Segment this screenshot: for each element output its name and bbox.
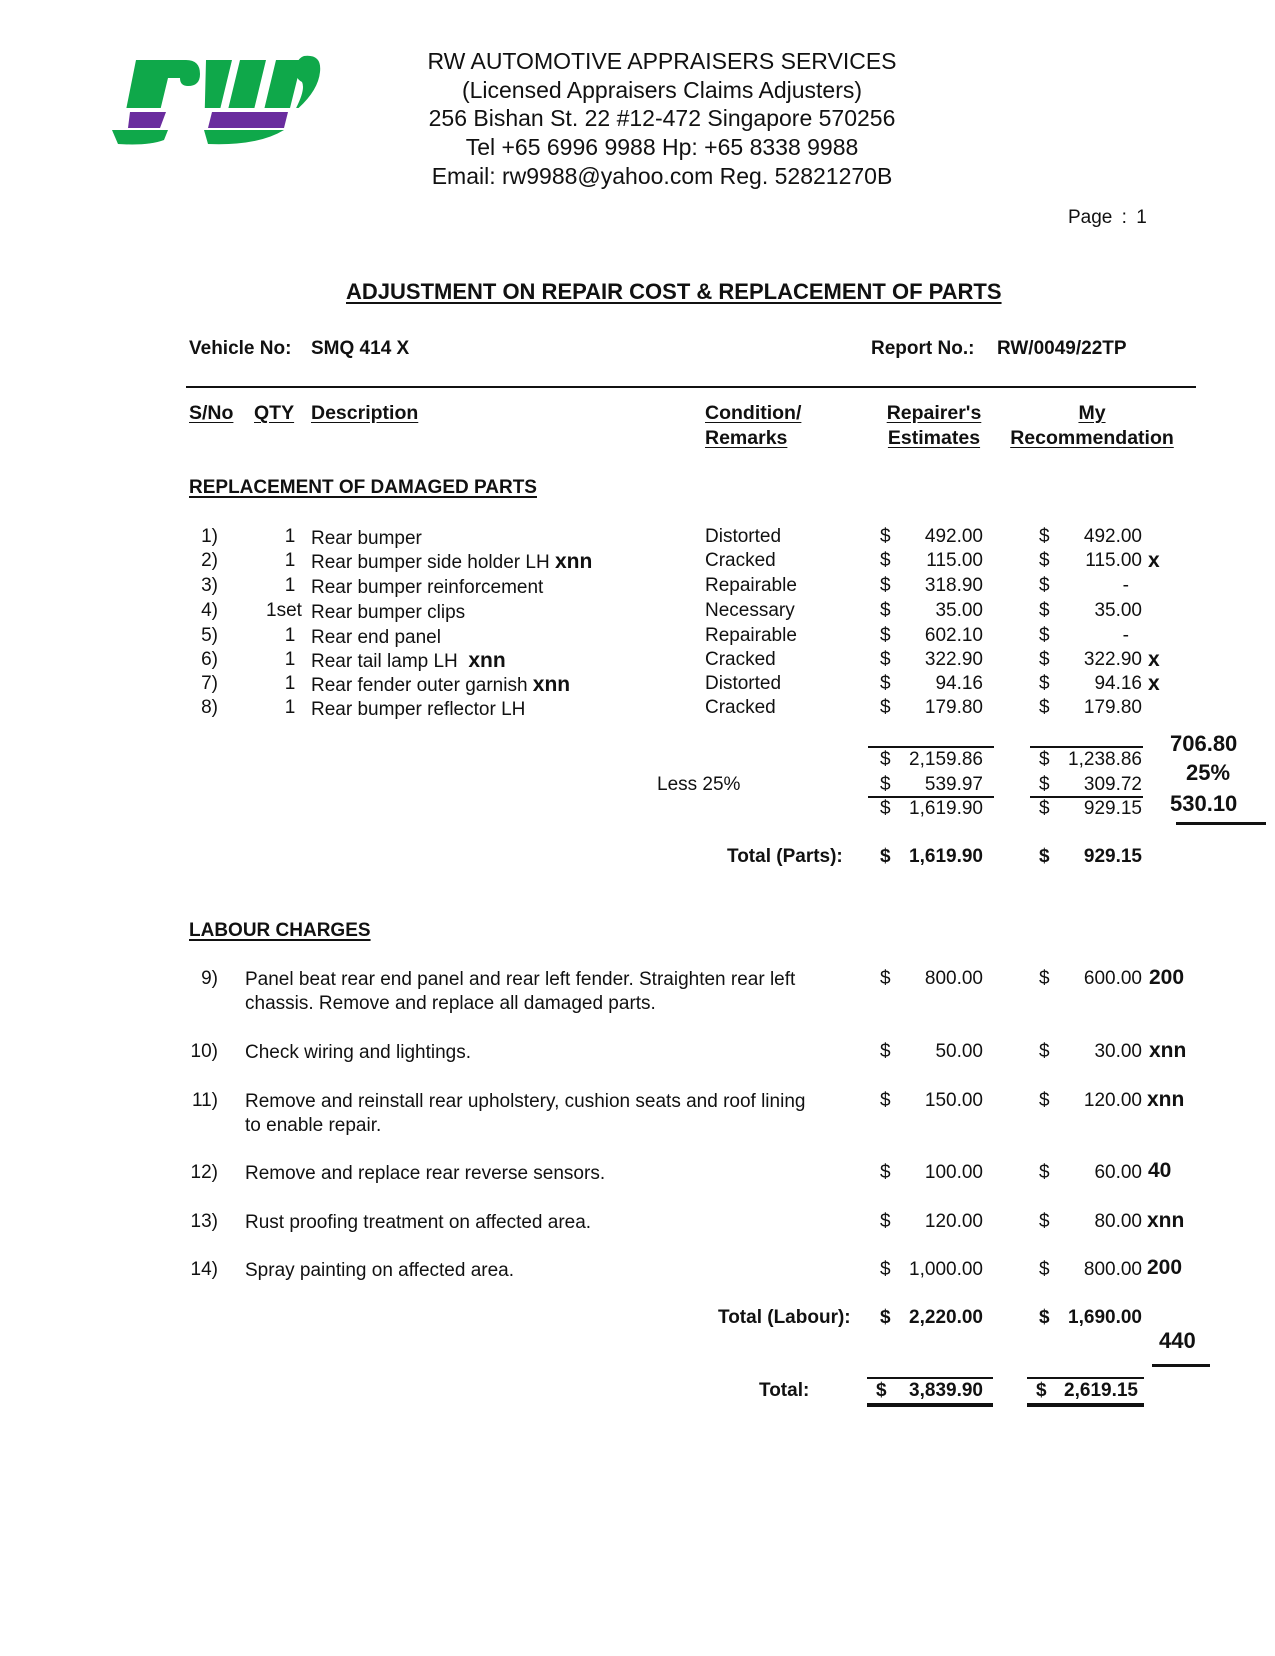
- row-recommendation: 30.00: [1094, 1041, 1142, 1062]
- row-est-currency: $: [880, 1090, 891, 1111]
- page-label: Page: [1068, 207, 1113, 228]
- row-estimate: 1,000.00: [909, 1259, 983, 1280]
- total-labour-label: Total (Labour):: [718, 1307, 851, 1328]
- row-est-currency: $: [880, 1162, 891, 1183]
- row-desc: [245, 1162, 605, 1186]
- page-number: 1: [1136, 207, 1147, 228]
- row-desc-line1: Rust proofing treatment on affected area.: [245, 1212, 592, 1233]
- company-email: Email: rw9988@yahoo.com Reg. 52821270B: [431, 163, 893, 189]
- table-row: [0, 600, 1275, 624]
- row-sno: 7): [201, 673, 218, 694]
- company-address: 256 Bishan St. 22 #12-472 Singapore 570256: [428, 105, 896, 131]
- col-estimates: [884, 401, 984, 451]
- subtotal-line-rec: [1030, 746, 1143, 748]
- col-description: Description: [311, 402, 419, 424]
- row-condition: Cracked: [705, 550, 776, 571]
- row-sno: 6): [201, 649, 218, 670]
- total-labour-rec-currency: $: [1039, 1307, 1050, 1328]
- labour-row: [0, 968, 1275, 1018]
- subtotal-estimate: 2,159.86: [909, 749, 983, 770]
- row-rec-currency: $: [1039, 575, 1050, 596]
- row-desc: [311, 600, 465, 624]
- row-recommendation: 60.00: [1094, 1162, 1142, 1183]
- labour-row: [0, 1159, 1275, 1188]
- header-divider: [186, 386, 1196, 388]
- total-labour-recommendation: 1,690.00: [1068, 1307, 1142, 1328]
- row-desc: [311, 673, 570, 697]
- row-desc-text: Rear bumper clips: [311, 602, 466, 623]
- side-note-amount: 706.80: [1170, 731, 1238, 756]
- row-mark: xnn: [1147, 1209, 1185, 1232]
- row-recommendation: 492.00: [1083, 526, 1142, 547]
- row-est-currency: $: [880, 673, 891, 694]
- row-estimate: 50.00: [935, 1041, 983, 1062]
- row-recommendation: 94.16: [1094, 673, 1142, 694]
- row-sno: 2): [201, 550, 218, 571]
- total-parts-label: Total (Parts):: [727, 846, 843, 867]
- row-est-currency: $: [880, 550, 891, 571]
- row-desc: [245, 968, 795, 1016]
- total-parts-rec-currency: $: [1039, 846, 1050, 867]
- grand-total-recommendation: 2,619.15: [1064, 1380, 1138, 1401]
- row-sno: 1): [201, 526, 218, 547]
- rw-logo-icon: [108, 48, 328, 148]
- row-mark: x: [1148, 549, 1160, 572]
- less-discount-label: Less 25%: [657, 774, 741, 795]
- row-recommendation: 120.00: [1083, 1090, 1142, 1111]
- row-desc: [245, 1211, 591, 1235]
- row-desc-text: Rear bumper reflector LH: [311, 699, 526, 720]
- row-sno: 5): [201, 625, 218, 646]
- less-est-currency: $: [880, 774, 891, 795]
- row-sno: 11): [191, 1090, 218, 1111]
- col-recommend-line2: Recommendation: [1010, 427, 1174, 449]
- subtotal-recommendation: 1,238.86: [1068, 749, 1142, 770]
- row-sno: 3): [201, 575, 218, 596]
- labour-row: [0, 1090, 1275, 1140]
- row-qty: 1: [284, 697, 296, 718]
- grand-total-rec-currency: $: [1036, 1380, 1047, 1401]
- row-qty: 1: [284, 526, 296, 547]
- total-parts-recommendation: 929.15: [1083, 846, 1142, 867]
- less-recommendation: 309.72: [1083, 774, 1142, 795]
- row-desc: [311, 697, 525, 721]
- row-sno: 12): [190, 1162, 218, 1183]
- row-desc-text: Rear end panel: [311, 627, 441, 648]
- table-row: [0, 550, 1275, 574]
- row-estimate: 492.00: [924, 526, 983, 547]
- net-rec-currency: $: [1039, 798, 1050, 819]
- row-condition: Distorted: [705, 673, 782, 694]
- company-phone: Tel +65 6996 9988 Hp: +65 8338 9988: [465, 134, 859, 160]
- row-sno: 8): [201, 697, 218, 718]
- row-condition: Distorted: [705, 526, 782, 547]
- row-desc-text: Rear bumper: [311, 528, 422, 549]
- row-estimate: 322.90: [924, 649, 983, 670]
- row-est-currency: $: [880, 600, 891, 621]
- row-rec-currency: $: [1039, 697, 1050, 718]
- row-recommendation: 800.00: [1083, 1259, 1142, 1280]
- row-desc-line1: Check wiring and lightings.: [245, 1042, 472, 1063]
- labour-row: [0, 1211, 1275, 1237]
- grand-total-topline-est: [867, 1377, 993, 1379]
- grand-total-topline-rec: [1027, 1377, 1144, 1379]
- col-estimates-line2: Estimates: [887, 427, 981, 449]
- row-estimate: 115.00: [926, 550, 983, 571]
- row-condition: Necessary: [705, 600, 795, 621]
- row-rec-currency: $: [1039, 673, 1050, 694]
- row-rec-currency: $: [1039, 1041, 1050, 1062]
- col-recommendation: [1008, 401, 1176, 451]
- row-rec-currency: $: [1039, 625, 1050, 646]
- row-condition: Repairable: [705, 575, 797, 596]
- table-row: [0, 673, 1275, 697]
- row-rec-currency: $: [1039, 526, 1050, 547]
- row-est-currency: $: [880, 526, 891, 547]
- page-indicator: [1068, 207, 1147, 229]
- company-logo: [108, 48, 328, 148]
- row-condition: Repairable: [705, 625, 797, 646]
- row-mark: 40: [1148, 1159, 1172, 1182]
- row-desc-text: Rear fender outer garnish: [311, 675, 528, 696]
- table-row: [0, 649, 1275, 673]
- row-note: xnn: [468, 649, 506, 672]
- row-condition: Cracked: [705, 649, 776, 670]
- grand-total-label: Total:: [759, 1380, 810, 1401]
- row-desc: [245, 1259, 514, 1283]
- row-desc-text: Rear tail lamp LH: [311, 651, 458, 672]
- row-qty: 1set: [266, 600, 302, 621]
- row-note: xnn: [554, 550, 593, 573]
- row-recommendation: 80.00: [1094, 1211, 1142, 1232]
- row-recommendation: 115.00: [1085, 550, 1142, 571]
- net-est-currency: $: [880, 798, 891, 819]
- row-sno: 9): [201, 968, 218, 989]
- vehicle-label: Vehicle No:: [189, 338, 292, 359]
- row-est-currency: $: [880, 649, 891, 670]
- row-estimate: 602.10: [924, 625, 983, 646]
- grand-total-estimate: 3,839.90: [909, 1380, 983, 1401]
- subtotal-est-currency: $: [880, 749, 891, 770]
- row-recommendation: 322.90: [1083, 649, 1142, 670]
- report-number: RW/0049/22TP: [997, 338, 1127, 359]
- row-desc: [245, 1041, 471, 1065]
- row-est-currency: $: [880, 968, 891, 989]
- total-parts-est-currency: $: [880, 846, 891, 867]
- row-mark: xnn: [1147, 1088, 1185, 1111]
- report-label: Report No.:: [871, 338, 975, 359]
- row-note: xnn: [532, 673, 571, 696]
- labour-side-note-underline: [1152, 1364, 1210, 1367]
- row-mark: 200: [1149, 966, 1185, 989]
- side-note-percent: 25%: [1186, 760, 1231, 785]
- row-mark: xnn: [1149, 1039, 1187, 1062]
- row-qty: 1: [284, 649, 296, 670]
- net-estimate: 1,619.90: [909, 798, 983, 819]
- row-desc: [311, 526, 422, 550]
- row-est-currency: $: [880, 625, 891, 646]
- col-estimates-line1: Repairer's: [886, 402, 982, 424]
- row-sno: 4): [201, 600, 218, 621]
- row-rec-currency: $: [1039, 1090, 1050, 1111]
- row-rec-currency: $: [1039, 1259, 1050, 1280]
- row-estimate: 100.00: [924, 1162, 983, 1183]
- row-rec-currency: $: [1039, 968, 1050, 989]
- row-rec-currency: $: [1039, 1211, 1050, 1232]
- row-mark: 200: [1147, 1256, 1183, 1279]
- page-title: ADJUSTMENT ON REPAIR COST & REPLACEMENT OF PARTS: [346, 279, 1002, 304]
- subtotal-line-est: [868, 746, 994, 748]
- row-est-currency: $: [880, 575, 891, 596]
- row-desc: [311, 649, 506, 673]
- row-recommendation: -: [1122, 625, 1129, 646]
- row-rec-currency: $: [1039, 1162, 1050, 1183]
- row-qty: 1: [284, 575, 296, 596]
- row-desc-text: Rear bumper reinforcement: [311, 577, 544, 598]
- company-subtitle: (Licensed Appraisers Claims Adjusters): [461, 77, 863, 103]
- row-recommendation: 179.80: [1083, 697, 1142, 718]
- vehicle-number: SMQ 414 X: [311, 338, 410, 359]
- labour-row: [0, 1256, 1275, 1285]
- row-estimate: 120.00: [924, 1211, 983, 1232]
- row-desc-line1: Panel beat rear end panel and rear left fender. Straighten rear left: [245, 969, 796, 990]
- row-est-currency: $: [880, 1041, 891, 1062]
- grand-total-underline-est: [867, 1403, 993, 1407]
- parts-heading: REPLACEMENT OF DAMAGED PARTS: [189, 477, 537, 498]
- col-condition: [705, 401, 801, 451]
- col-recommend-line1: My: [1078, 402, 1106, 424]
- row-estimate: 150.00: [924, 1090, 983, 1111]
- labour-row: [0, 1041, 1275, 1067]
- row-desc-line1: Remove and reinstall rear upholstery, cushion seats and roof lining: [245, 1091, 806, 1112]
- net-recommendation: 929.15: [1083, 798, 1142, 819]
- labour-side-note: 440: [1159, 1328, 1196, 1353]
- row-sno: 14): [190, 1259, 218, 1280]
- row-rec-currency: $: [1039, 600, 1050, 621]
- subtotal-rec-currency: $: [1039, 749, 1050, 770]
- row-recommendation: 600.00: [1083, 968, 1142, 989]
- row-desc: [311, 575, 543, 599]
- row-qty: 1: [284, 550, 296, 571]
- total-labour-estimate: 2,220.00: [909, 1307, 983, 1328]
- page-sep: :: [1121, 207, 1127, 228]
- row-estimate: 94.16: [935, 673, 983, 694]
- total-parts-estimate: 1,619.90: [909, 846, 983, 867]
- col-sno: S/No: [189, 402, 234, 424]
- row-rec-currency: $: [1039, 550, 1050, 571]
- row-qty: 1: [284, 673, 296, 694]
- row-estimate: 179.80: [924, 697, 983, 718]
- row-desc-line1: Remove and replace rear reverse sensors.: [245, 1163, 606, 1184]
- row-condition: Cracked: [705, 697, 776, 718]
- row-recommendation: 35.00: [1094, 600, 1142, 621]
- row-desc-line2: to enable repair.: [245, 1115, 382, 1136]
- table-row: [0, 697, 1275, 721]
- grand-total-underline-rec: [1027, 1403, 1144, 1407]
- row-mark: x: [1148, 648, 1160, 671]
- table-row: [0, 526, 1275, 550]
- total-labour-est-currency: $: [880, 1307, 891, 1328]
- less-rec-currency: $: [1039, 774, 1050, 795]
- row-sno: 10): [190, 1041, 218, 1062]
- row-desc: [311, 550, 592, 574]
- row-desc: [311, 625, 441, 649]
- row-est-currency: $: [880, 1211, 891, 1232]
- row-est-currency: $: [880, 1259, 891, 1280]
- side-note-underline: [1176, 822, 1266, 825]
- company-name: RW AUTOMOTIVE APPRAISERS SERVICES: [427, 48, 897, 74]
- row-est-currency: $: [880, 697, 891, 718]
- table-row: [0, 625, 1275, 649]
- table-row: [0, 575, 1275, 599]
- row-mark: x: [1148, 672, 1160, 695]
- side-note-result: 530.10: [1170, 791, 1238, 816]
- row-rec-currency: $: [1039, 649, 1050, 670]
- row-desc-line2: chassis. Remove and replace all damaged parts.: [245, 993, 656, 1014]
- row-estimate: 800.00: [924, 968, 983, 989]
- row-desc-line1: Spray painting on affected area.: [245, 1260, 515, 1281]
- row-estimate: 318.90: [924, 575, 983, 596]
- row-sno: 13): [190, 1211, 218, 1232]
- row-qty: 1: [284, 625, 296, 646]
- labour-heading: LABOUR CHARGES: [189, 920, 371, 941]
- col-condition-line1: Condition/: [705, 402, 802, 424]
- row-desc-text: Rear bumper side holder LH: [311, 552, 550, 573]
- col-qty: QTY: [254, 402, 295, 424]
- col-condition-line2: Remarks: [705, 427, 788, 449]
- row-estimate: 35.00: [935, 600, 983, 621]
- less-estimate: 539.97: [924, 774, 983, 795]
- row-desc: [245, 1090, 805, 1138]
- grand-total-est-currency: $: [876, 1380, 887, 1401]
- row-recommendation: -: [1122, 575, 1129, 596]
